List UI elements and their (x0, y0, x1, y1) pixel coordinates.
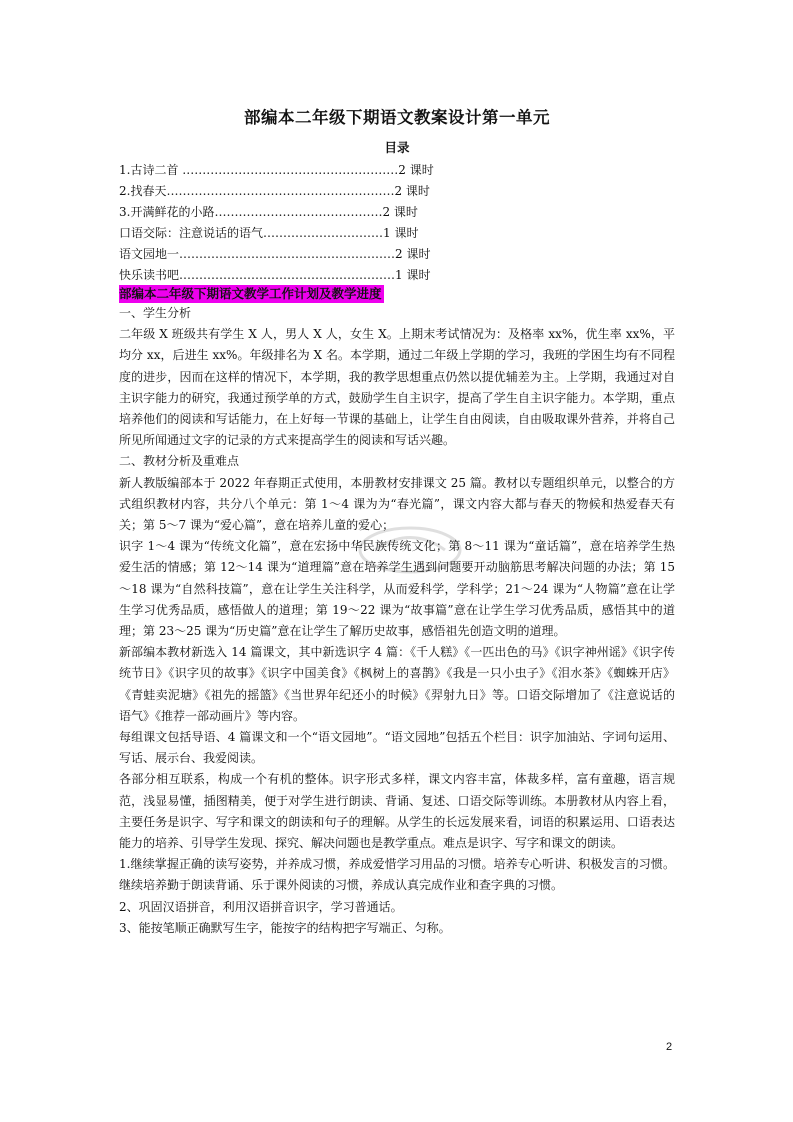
table-of-contents (119, 160, 479, 286)
document-title: 部编本二年级下期语文教案设计第一单元 (244, 108, 550, 127)
paragraph: 1.继续掌握正确的读写姿势，并养成习惯，养成爱惜学习用品的习惯。培养专心听讲、积极发言的习惯。继续培养勤于朗读背诵、乐于课外阅读的习惯，养成认真完成作业和查字典的习惯。 (119, 857, 675, 893)
toc-item: 快乐读书吧………………………………………………1 课时 (119, 268, 431, 282)
toc-item: 1.古诗二首 ………………………………………………2 课时 (119, 163, 434, 177)
paragraph: 新人教版编部本于 2022 年春期正式使用，本册教材安排课文 25 篇。教材以专题组织单元，以整合的方式组织教材内容，共分八个单元：第 1～4 课为为“春光篇”，课文内容大都与春天的物候和热爱春天有关；第 5～7 课为“爱心篇”，意在培养儿童的爱心； (119, 475, 675, 533)
paragraph: 各部分相互联系，构成一个有机的整体。识字形式多样，课文内容丰富，体裁多样，富有童趣，语言规范，浅显易懂，插图精美，便于对学生进行朗读、背诵、复述、口语交际等训练。本册教材从内容上看，主要任务是识字、写字和课文的朗读和句子的理解。从学生的长远发展来看，词语的积累运用、口语表达能力的培养、引导学生发现、探究、解决问题也是教学重点。难点是识字、写字和课文的朗读。 (119, 772, 675, 851)
document-body (119, 303, 675, 939)
toc-item: 3.开满鲜花的小路……………………………………2 课时 (119, 205, 418, 219)
page-number: 2 (666, 1041, 673, 1053)
highlighted-heading: 部编本二年级下期语文教学工作计划及教学进度 (119, 286, 382, 301)
toc-heading: 目录 (384, 140, 410, 155)
toc-item: 语文园地一………………………………………………2 课时 (119, 247, 431, 261)
toc-item: 口语交际：注意说话的语气…………………………1 课时 (119, 226, 419, 240)
paragraph: 3、能按笔顺正确默写生字，能按字的结构把字写端正、匀称。 (119, 920, 451, 935)
paragraph: 二年级 X 班级共有学生 X 人，男人 X 人，女生 X。上期末考试情况为：及格率 xx%，优生率 xx%，平均分 xx，后进生 xx%。年级排名为 X 名。本学期，通过二年级上学期的学习，我班的学困生均有不同程度的进步，因而在这样的情况下，本学期，我的教学思想重点仍然以提优辅差为主。上学期，我通过对自主识字能力的研究，我通过预学单的方式，鼓励学生自主识字，提高了学生自主识字能力。本学期，重点培养他们的阅读和写话能力，在上好每一节课的基础上，让学生自由阅读，自由吸取课外营养，并将自己所见所闻通过文字的记录的方式来提高学生的阅读和写话兴趣。 (119, 327, 675, 448)
paragraph: 识字 1～4 课为“传统文化篇”，意在宏扬中华民族传统文化；第 8～11 课为“童话篇”，意在培养学生热爱生活的情感；第 12～14 课为“道理篇”意在培养学生遇到问题要开动脑筋思考解决问题的办法；第 15～18 课为“自然科技篇”，意在让学生关注科学，从而爱科学，学科学；21～24 课为“人物篇”意在让学生学习优秀品质，感悟做人的道理；第 19～22 课为“故事篇”意在让学生学习优秀品质，感悟其中的道理；第 23～25 课为“历史篇”意在让学生了解历史故事，感悟祖先创造文明的道理。 (119, 539, 675, 639)
section-heading: 二、教材分析及重难点 (119, 454, 240, 469)
paragraph: 每组课文包括导语、4 篇课文和一个“语文园地”。“语文园地”包括五个栏目：识字加油站、字词句运用、写话、展示台、我爱阅读。 (119, 730, 675, 766)
paragraph: 新部编本教材新选入 14 篇课文，其中新选识字 4 篇：《千人糕》《一匹出色的马》《识字神州谣》《识字传统节日》《识字贝的故事》《识字中国美食》《枫树上的喜鹊》《我是一只小虫子》《泪水茶》《蜘蛛开店》《青蛙卖泥塘》《祖先的摇篮》《当世界年纪还小的时候》《羿射九日》等。口语交际增加了《注意说话的语气》《推荐一部动画片》等内容。 (119, 645, 675, 723)
section-heading: 一、学生分析 (119, 306, 192, 320)
toc-item: 2.找春天…………………………………………………2 课时 (119, 184, 430, 198)
paragraph: 2、巩固汉语拼音，利用汉语拼音识字，学习普通话。 (119, 899, 403, 914)
